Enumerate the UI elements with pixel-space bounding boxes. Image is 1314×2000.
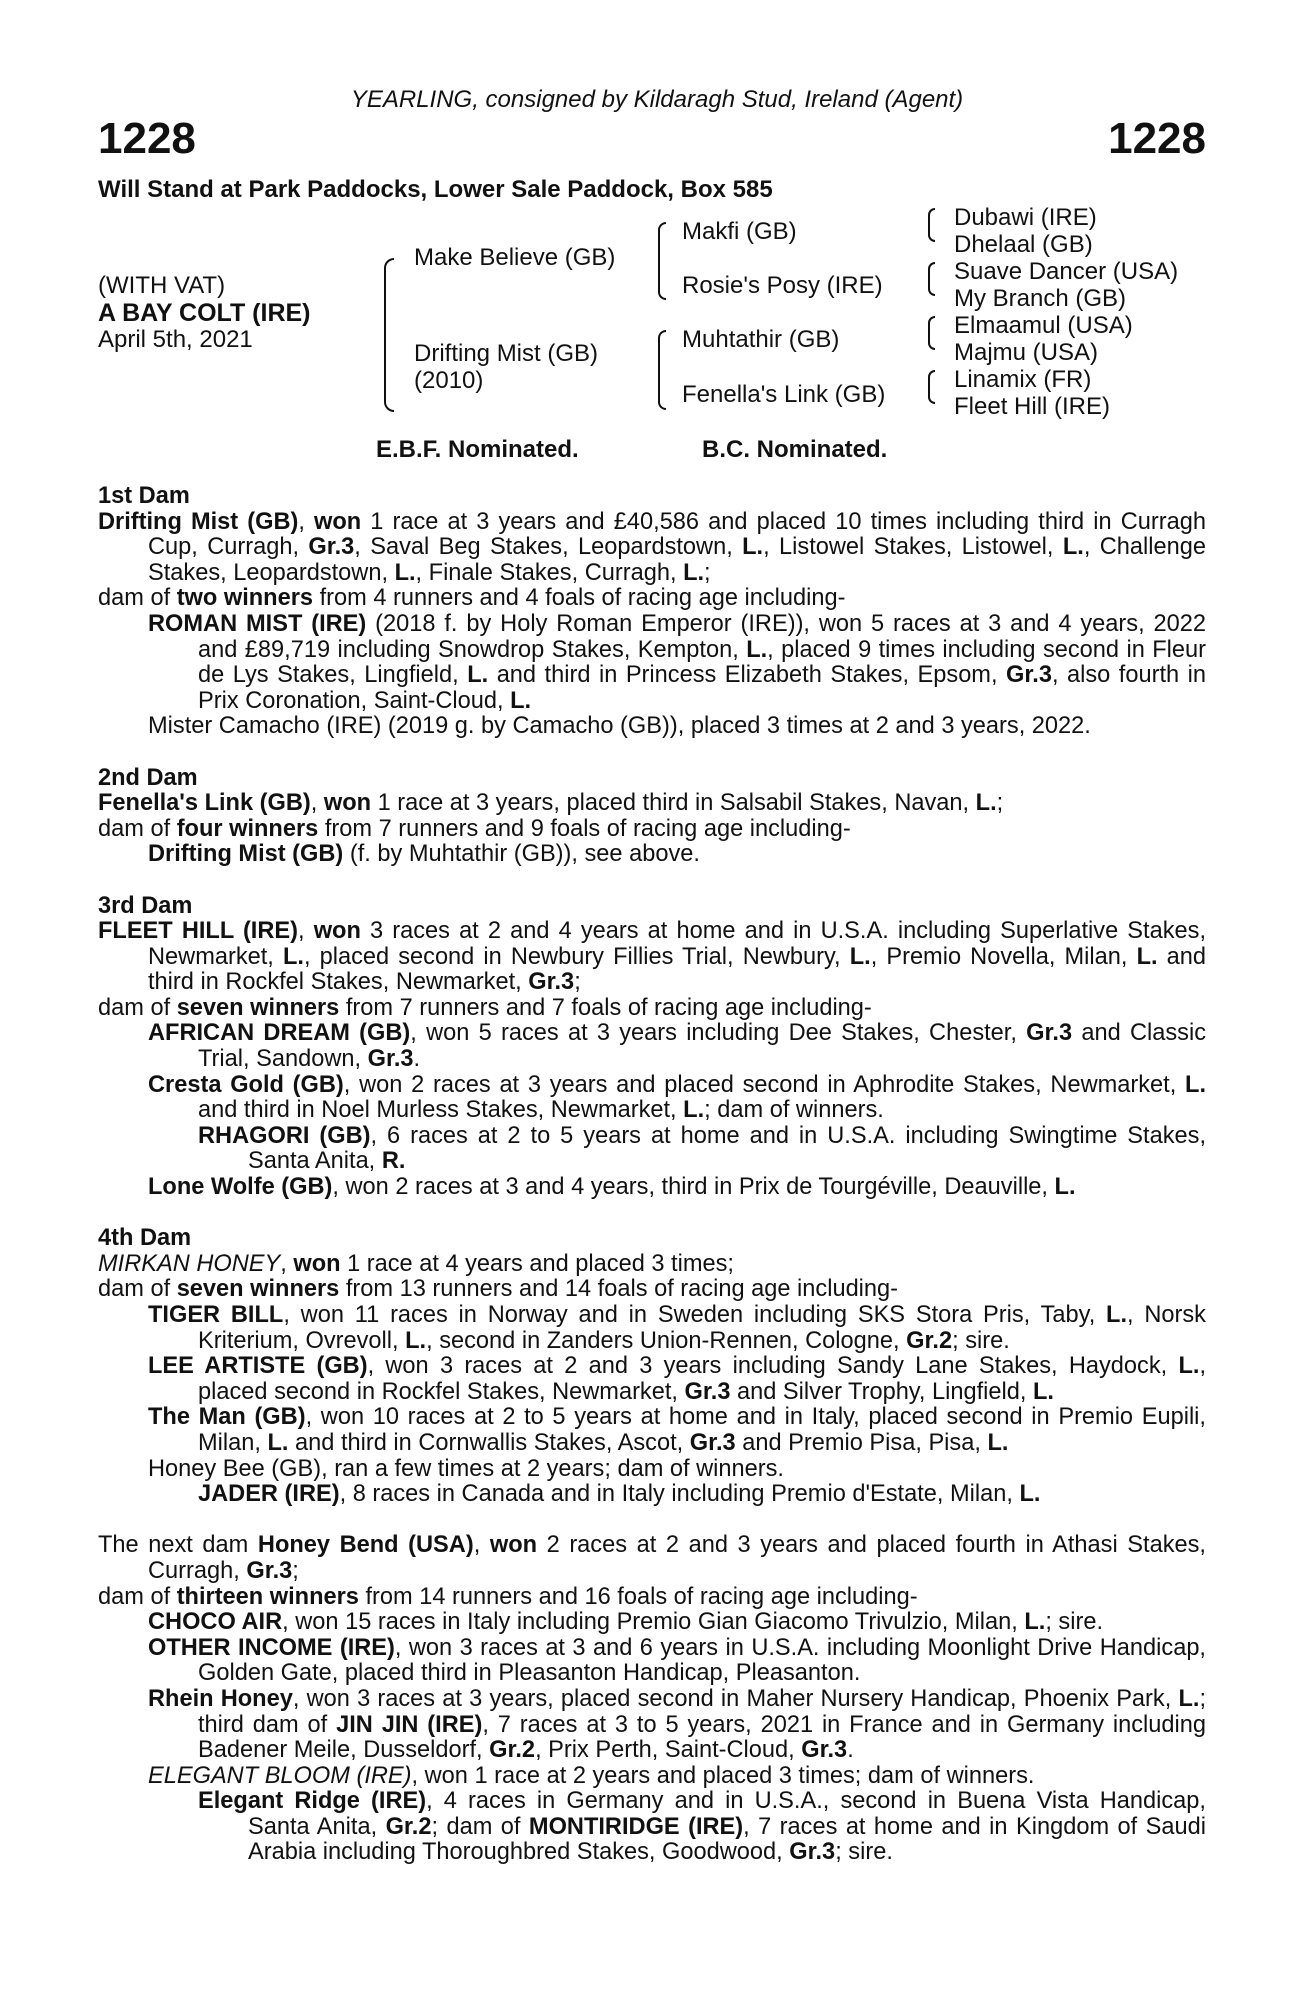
vat-note: (WITH VAT) <box>98 272 226 299</box>
dam3-produce-3: Lone Wolfe (GB), won 2 races at 3 and 4 years, third in Prix de Tourgéville, Deauville, L. <box>148 1174 1076 1201</box>
dam1-produce-2: Mister Camacho (IRE) (2019 g. by Camacho (GB)), placed 3 times at 2 and 3 years, 2022. <box>148 713 1091 740</box>
stabling-location: Will Stand at Park Paddocks, Lower Sale Paddock, Box 585 <box>98 176 773 203</box>
ebf-nomination: E.B.F. Nominated. <box>376 436 579 463</box>
dam-dam: Fenella's Link (GB) <box>682 381 886 408</box>
grandsire-2: Suave Dancer (USA) <box>954 258 1179 285</box>
section-heading-4th-dam: 4th Dam <box>98 1225 192 1252</box>
dam3-produce-2: Cresta Gold (GB), won 2 races at 3 years and placed second in Aphrodite Stakes, Newmarket, L. and third in Noel Murless Stakes, Newmarket, L.; dam of winners. <box>148 1071 1206 1124</box>
sire-brace <box>658 222 666 300</box>
dam4-produce-4: Honey Bee (GB), ran a few times at 2 years; dam of winners. <box>148 1455 784 1482</box>
dam1-record: Drifting Mist (GB), won 1 race at 3 years and £40,586 and placed 10 times including third in Curragh Cup, Curragh, Gr.3, Saval Beg Stakes, Leopardstown, L., Listowel Stakes, Listowel, L., Challenge Stakes, Leopardstown, L., Finale Stakes, Curragh, L.; <box>98 508 1206 586</box>
dam4-produce-1: TIGER BILL, won 11 races in Norway and in Sweden including SKS Stora Pris, Taby, L., Norsk Kriterium, Ovrevoll, L., second in Zanders Union-Rennen, Cologne, Gr.2; sire. <box>148 1302 1206 1354</box>
lot-number-left: 1228 <box>98 114 196 163</box>
dam4-produce-4-offspring: JADER (IRE), 8 races in Canada and in Italy including Premio d'Estate, Milan, L. <box>198 1481 1041 1508</box>
dam2-record: Fenella's Link (GB), won 1 race at 3 years, placed third in Salsabil Stakes, Navan, L.; <box>98 790 1004 817</box>
lot-number-right: 1228 <box>1108 114 1206 163</box>
dam-sire: Muhtathir (GB) <box>682 326 840 353</box>
next-dam-produce-4: ELEGANT BLOOM (IRE), won 1 race at 2 years and placed 3 times; dam of winners. <box>148 1762 1035 1789</box>
dam4-produce-2: LEE ARTISTE (GB), won 3 races at 2 and 3 years including Sandy Lane Stakes, Haydock, L., placed second in Rockfel Stakes, Newmarket, Gr.3 and Silver Trophy, Lingfield, L. <box>148 1353 1206 1405</box>
granddam-2: My Branch (GB) <box>954 285 1127 312</box>
sire-dam: Rosie's Posy (IRE) <box>682 272 883 299</box>
g-brace-4 <box>928 370 935 404</box>
dam2-produce-1: Drifting Mist (GB) (f. by Muhtathir (GB)), see above. <box>148 841 700 868</box>
g-brace-2 <box>928 262 935 296</box>
dam3-produce-2-offspring: RHAGORI (GB), 6 races at 2 to 5 years at home and in U.S.A. including Swingtime Stakes, Santa Anita, R. <box>198 1122 1206 1175</box>
dam2-produce-summary: dam of four winners from 7 runners and 9 foals of racing age including- <box>98 815 851 842</box>
dam3-record: FLEET HILL (IRE), won 3 races at 2 and 4 years at home and in U.S.A. including Superlative Stakes, Newmarket, L., placed second in Newbury Fillies Trial, Newbury, L., Premio Novella, Milan, L. and third in Rockfel Stakes, Newmarket, Gr.3; <box>98 918 1207 996</box>
dam1-produce-1: ROMAN MIST (IRE) (2018 f. by Holy Roman Emperor (IRE)), won 5 races at 3 and 4 years, 2022 and £89,719 including Snowdrop Stakes, Kempton, L., placed 9 times including second in Fleur de Lys Stakes, Lingfield, L. and third in Princess Elizabeth Stakes, Epsom, Gr.3, also fourth in Prix Coronation, Saint-Cloud, L. <box>148 610 1206 714</box>
dam-year: (2010) <box>414 367 484 394</box>
horse-name: A BAY COLT (IRE) <box>98 299 311 327</box>
granddam-4: Fleet Hill (IRE) <box>954 393 1111 420</box>
dam-line-text <box>98 484 1206 1866</box>
dam1-produce-summary: dam of two winners from 4 runners and 4 foals of racing age including- <box>98 585 846 612</box>
dam3-produce-1: AFRICAN DREAM (GB), won 5 races at 3 years including Dee Stakes, Chester, Gr.3 and Classic Trial, Sandown, Gr.3. <box>148 1020 1206 1073</box>
dam: Drifting Mist (GB) <box>414 340 599 367</box>
grandsire-3: Elmaamul (USA) <box>954 312 1133 339</box>
sire: Make Believe (GB) <box>414 244 616 271</box>
next-dam-produce-4-offspring: Elegant Ridge (IRE), 4 races in Germany and in U.S.A., second in Buena Vista Handicap, Santa Anita, Gr.2; dam of MONTIRIDGE (IRE), 7 races at home and in Kingdom of Saudi Arabia including Thoroughbred Stakes, Goodwood, Gr.3; sire. <box>198 1788 1206 1866</box>
sire-sire: Makfi (GB) <box>682 218 797 245</box>
g-brace-3 <box>928 316 935 350</box>
grandsire-4: Linamix (FR) <box>954 366 1092 393</box>
next-dam-produce-2: OTHER INCOME (IRE), won 3 races at 3 and 6 years in U.S.A. including Moonlight Drive Handicap, Golden Gate, placed third in Pleasanton Handicap, Pleasanton. <box>148 1634 1206 1687</box>
consignment-line: YEARLING, consigned by Kildaragh Stud, Ireland (Agent) <box>350 86 964 113</box>
dam4-produce-summary: dam of seven winners from 13 runners and 14 foals of racing age including- <box>98 1276 899 1303</box>
next-dam-produce-3: Rhein Honey, won 3 races at 3 years, placed second in Maher Nursery Handicap, Phoenix Park, L.; third dam of JIN JIN (IRE), 7 races at 3 to 5 years, 2021 in France and in Germany including Badener Meile, Dusseldorf, Gr.2, Prix Perth, Saint-Cloud, Gr.3. <box>148 1685 1206 1764</box>
grandsire-1: Dubawi (IRE) <box>954 204 1097 231</box>
foaling-date: April 5th, 2021 <box>98 326 253 353</box>
dam4-produce-3: The Man (GB), won 10 races at 2 to 5 years at home and in Italy, placed second in Premio Eupili, Milan, L. and third in Cornwallis Stakes, Ascot, Gr.3 and Premio Pisa, Pisa, L. <box>148 1404 1206 1456</box>
granddam-3: Majmu (USA) <box>954 339 1099 366</box>
section-heading-1st-dam: 1st Dam <box>98 483 190 509</box>
next-dam-produce-1: CHOCO AIR, won 15 races in Italy including Premio Gian Giacomo Trivulzio, Milan, L.; sire. <box>148 1609 1103 1636</box>
g-brace-1 <box>928 208 935 242</box>
section-heading-3rd-dam: 3rd Dam <box>98 892 193 919</box>
pedigree-brace <box>384 258 394 412</box>
bc-nomination: B.C. Nominated. <box>702 436 888 463</box>
section-heading-2nd-dam: 2nd Dam <box>98 764 198 791</box>
dam4-record: MIRKAN HONEY, won 1 race at 4 years and placed 3 times; <box>98 1250 734 1277</box>
dam3-produce-summary: dam of seven winners from 7 runners and 7 foals of racing age including- <box>98 994 872 1021</box>
next-dam-produce-summary: dam of thirteen winners from 14 runners and 16 foals of racing age including- <box>98 1583 918 1610</box>
dam-brace <box>658 330 666 410</box>
granddam-1: Dhelaal (GB) <box>954 231 1093 258</box>
next-dam-record: The next dam Honey Bend (USA), won 2 races at 2 and 3 years and placed fourth in Athasi Stakes, Curragh, Gr.3; <box>98 1532 1206 1584</box>
